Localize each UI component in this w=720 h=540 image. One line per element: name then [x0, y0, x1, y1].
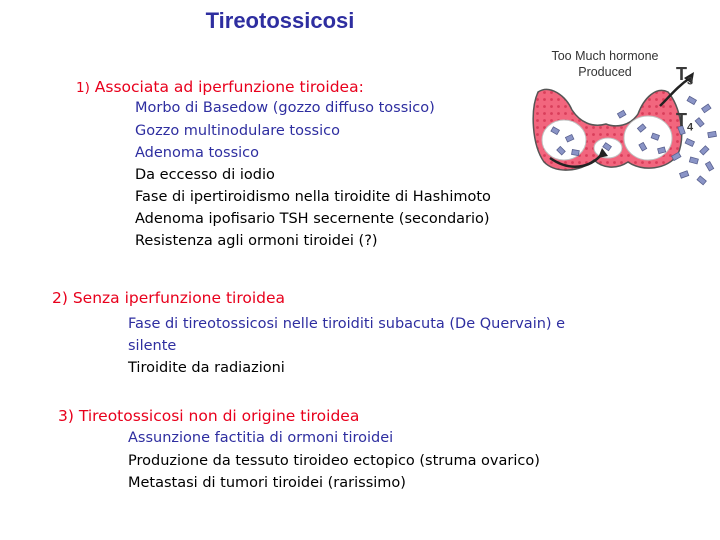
- list-item: Adenoma tossico: [135, 145, 260, 161]
- section-2-heading: 2) Senza iperfunzione tiroidea: [52, 289, 286, 307]
- figure-caption: Too Much hormone Produced: [551, 49, 659, 79]
- list-item: Assunzione factitia di ormoni tiroidei: [128, 430, 394, 446]
- list-item: Fase di tireotossicosi nelle tiroiditi subacuta (De Quervain) e silente: [128, 316, 566, 354]
- section-1-heading: [76, 78, 364, 96]
- t4-label: $T_4$: [676, 110, 694, 134]
- section-1-number: 1): [76, 80, 90, 96]
- list-item: Produzione da tessuto tiroideo ectopico (struma ovarico): [128, 453, 540, 469]
- list-item: Fase di ipertiroidismo nella tiroidite di Hashimoto: [135, 189, 491, 205]
- thyroid-illustration: [520, 40, 720, 190]
- list-item: Morbo di Basedow (gozzo diffuso tossico): [135, 100, 435, 116]
- page-title: Tireotossicosi: [205, 8, 355, 33]
- t3-label: $T_3$: [676, 64, 694, 88]
- list-item: Adenoma ipofisario TSH secernente (secondario): [135, 211, 490, 227]
- section-3-heading: 3) Tireotossicosi non di origine tiroidea: [58, 407, 360, 425]
- list-item: Da eccesso di iodio: [135, 167, 275, 183]
- list-item: Metastasi di tumori tiroidei (rarissimo): [128, 475, 406, 491]
- list-item: Tiroidite da radiazioni: [128, 360, 285, 376]
- list-item: Resistenza agli ormoni tiroidei (?): [135, 233, 378, 249]
- section-1-heading-text: Associata ad iperfunzione tiroidea:: [94, 78, 364, 96]
- list-item: Gozzo multinodulare tossico: [135, 123, 340, 139]
